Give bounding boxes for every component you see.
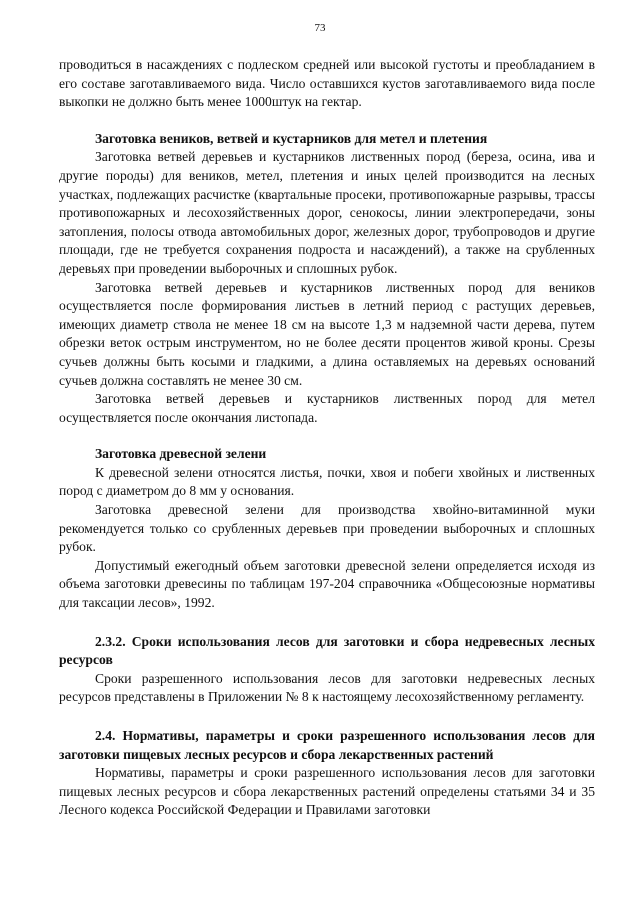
- page-body: [59, 56, 595, 820]
- section-2-3-2-paragraph: Сроки разрешенного использования лесов для заготовки недревесных лесных ресурсов представлены в Приложении № 8 к настоящему лесохозяйственному регламенту.: [59, 670, 595, 705]
- greenery-paragraph-1: К древесной зелени относятся листья, почки, хвоя и побеги хвойных и лиственных пород с диаметром до 8 мм у основания.: [59, 464, 595, 499]
- page-number: 73: [314, 22, 326, 34]
- brooms-heading: Заготовка веников, ветвей и кустарников для метел и плетения: [95, 130, 488, 146]
- section-2-4-paragraph: Нормативы, параметры и сроки разрешенного использования лесов для заготовки пищевых лесных ресурсов и сбора лекарственных растений определены статьями 34 и 35 Лесного кодекса Российской Федерации и Правилами заготовки: [59, 765, 595, 818]
- section-2-4-heading: 2.4. Нормативы, параметры и сроки разрешенного использования лесов для заготовки пищевых лесных ресурсов и сбора лекарственных растений: [59, 728, 595, 762]
- greenery-heading: Заготовка древесной зелени: [95, 446, 267, 462]
- brooms-paragraph-3: Заготовка ветвей деревьев и кустарников лиственных пород для метел осуществляется после окончания листопада.: [59, 391, 595, 425]
- section-2-3-2-heading: 2.3.2. Сроки использования лесов для заготовки и сбора недревесных лесных ресурсов: [59, 633, 595, 668]
- greenery-paragraph-3: Допустимый ежегодный объем заготовки древесной зелени определяется исходя из объема заготовки древесины по таблицам 197-204 справочника «Общесоюзные нормативы для таксации лесов», 1992.: [59, 557, 595, 611]
- brooms-paragraph-1: Заготовка ветвей деревьев и кустарников лиственных пород (береза, осина, ива и другие породы) для веников, метел, плетения и иных целей производится на лесных участках, подлежащих расчистке (квартальные просеки, противопожарные разрывы, трассы противопожарных и лесохозяйственных дорог, сенокосы, линии электропередачи, зоны затопления, полосы отвода автомобильных дорог, железных дорог, трубопроводов и другие площади, где не требуется сохранения подроста и насаждений), а также на срубленных деревьях при проведении выборочных и сплошных рубок.: [59, 149, 595, 276]
- intro-paragraph: проводиться в насаждениях с подлеском средней или высокой густоты и преобладанием в его составе заготавливаемого вида. Число оставшихся кустов заготавливаемого вида после выкопки не должно быть менее 1000штук на гектар.: [59, 57, 595, 110]
- brooms-paragraph-2: Заготовка ветвей деревьев и кустарников лиственных пород для веников осуществляется после формирования листьев в летний период с растущих деревьев, имеющих диаметр ствола не менее 18 см на высоте 1,3 м надземной части дерева, путем обрезки веток острым инструментом, но не более десяти процентов живой кроны. Срезы сучьев должны быть косыми и гладкими, а длина оставляемых на деревьях оснований сучьев должна составлять не менее 30 см.: [59, 279, 595, 388]
- greenery-paragraph-2: Заготовка древесной зелени для производства хвойно-витаминной муки рекомендуется только со срубленных деревьев при проведении выборочных и сплошных рубок.: [59, 502, 595, 555]
